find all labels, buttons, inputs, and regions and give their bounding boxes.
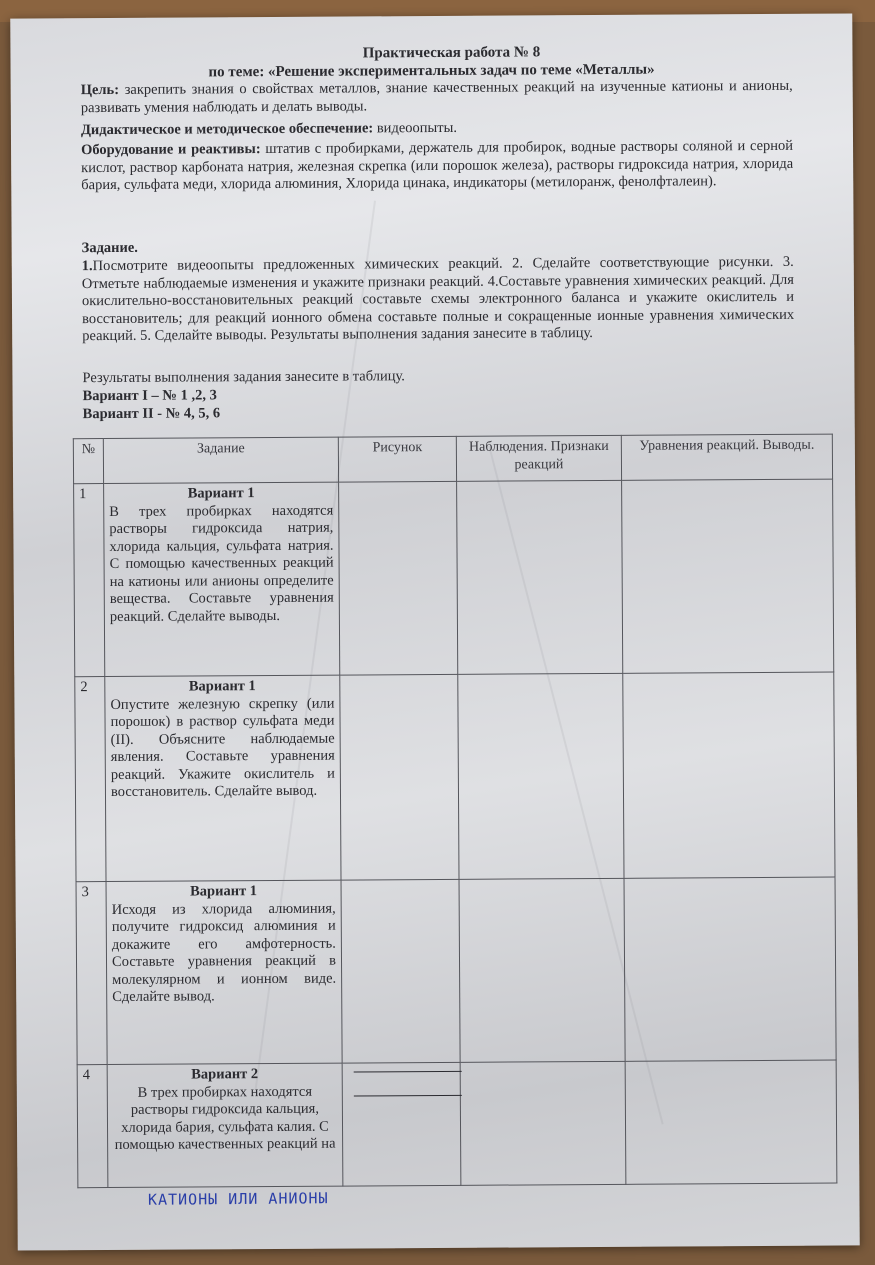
task-description: Исходя из хлорида алюминия, получите гидроксид алюминия и докажите его амфотерность. Составьте уравнения реакций в молекулярном и ионном виде. Сделайте вывод.	[111, 900, 337, 1005]
worksheet-topic: по теме: «Решение экспериментальных задач по теме «Металлы»	[208, 61, 655, 81]
variant-label: Вариант 2	[191, 1066, 259, 1083]
equations-cell[interactable]	[625, 1060, 837, 1184]
observations-cell[interactable]	[458, 673, 624, 879]
task-cell	[107, 1063, 343, 1187]
didactic-label: Дидактическое и методическое обеспечение:	[80, 120, 374, 139]
worksheet-paper	[10, 13, 860, 1250]
pen-lines	[348, 1065, 455, 1126]
drawing-cell[interactable]	[340, 674, 459, 880]
goal-text: закрепить знания о свойствах металлов, знание качественных реакций на изученные катионы и анионы, развивать умения наблюдать и делать выводы.	[80, 77, 793, 116]
table-row	[74, 479, 834, 677]
header-drawing: Рисунок	[338, 436, 456, 482]
row-number: 2	[75, 677, 106, 882]
table-row	[76, 877, 836, 1065]
pen-stroke	[354, 1095, 462, 1097]
results-instruction: Результаты выполнения задания занесите в таблицу.	[82, 368, 405, 387]
results-table	[73, 434, 838, 1189]
worksheet-title: Практическая работа № 8	[362, 44, 541, 62]
header-number: №	[73, 439, 103, 484]
task-heading: Задание.	[81, 239, 138, 257]
observations-cell[interactable]	[457, 480, 623, 674]
row-number: 1	[74, 484, 105, 677]
task-description: В трех пробирках находятся растворы гидроксида кальция, хлорида бария, сульфата калия. С помощью качественных реакций на	[114, 1083, 336, 1153]
equipment-paragraph	[81, 138, 793, 195]
observations-cell[interactable]	[460, 1061, 626, 1185]
variant-2-assignment: Вариант II - № 4, 5, 6	[82, 405, 221, 423]
equations-cell[interactable]	[622, 479, 834, 673]
table-row	[75, 672, 835, 882]
handwritten-note: КАТИОНЫ ИЛИ АНИОНЫ	[147, 1189, 329, 1209]
header-task: Задание	[103, 437, 338, 483]
table-row	[77, 1060, 837, 1188]
task-description: Опустите железную скрепку (или порошок) в раствор сульфата меди (II). Объясните наблюдаемые явления. Составьте уравнения реакций. Укажите окислитель и восстановитель. Сделайте вывод.	[110, 695, 335, 800]
task-text: Посмотрите видеоопыты предложенных химических реакций. 2. Сделайте соответствующие рисунки. 3. Отметьте наблюдаемые изменения и укажите признаки реакций. 4.Составьте уравнения химических реакций. Для окислительно-восстановительных реакций составьте схемы электронного баланса и укажите окислитель и восстановитель; для реакций ионного обмена составьте полные и сокращенные ионные уравнения химических реакций. 5. Сделайте выводы. Результаты выполнения задания занесите в таблицу.	[81, 253, 795, 345]
didactic-paragraph	[81, 118, 793, 140]
equipment-text: штатив с пробирками, держатель для пробирок, водные растворы соляной и серной кислот, раствор карбоната натрия, железная скрепка (или порошок железа), растворы гидроксида натрия, хлорида бария, сульфата меди, хлорида алюминия, Хлорида цинака, индикаторы (метилоранж, фенолфталеин).	[81, 137, 794, 194]
task-cell	[104, 482, 340, 676]
variant-1-assignment: Вариант I – № 1 ,2, 3	[82, 387, 217, 405]
task-cell	[106, 880, 342, 1064]
variant-label: Вариант 1	[187, 485, 255, 502]
pen-stroke	[354, 1071, 462, 1073]
drawing-cell[interactable]	[342, 1062, 461, 1186]
task-description: В трех пробирках находятся растворы гидроксида натрия, хлорида кальция, сульфата натрия. С помощью качественных реакций на катионы или анионы определите вещества. Составьте уравнения реакций. Сделайте выводы.	[109, 502, 334, 625]
goal-paragraph	[81, 78, 793, 117]
observations-cell[interactable]	[459, 878, 625, 1062]
drawing-cell[interactable]	[339, 481, 458, 675]
row-number: 3	[76, 882, 107, 1065]
row-number: 4	[77, 1065, 108, 1188]
goal-label: Цель:	[80, 81, 120, 99]
table-header-row	[73, 434, 832, 484]
header-observations: Наблюдения. Признаки реакций	[456, 435, 621, 481]
didactic-text: видеоопыты.	[373, 119, 458, 137]
task-cell	[105, 675, 341, 881]
task-number: 1.	[81, 258, 93, 275]
equipment-label: Оборудование и реактивы:	[81, 141, 261, 159]
drawing-cell[interactable]	[341, 879, 460, 1063]
task-paragraph	[82, 254, 795, 346]
variant-label: Вариант 1	[190, 883, 258, 900]
equations-cell[interactable]	[624, 877, 836, 1061]
equations-cell[interactable]	[623, 672, 835, 878]
variant-label: Вариант 1	[188, 678, 256, 695]
header-equations: Уравнения реакций. Выводы.	[621, 434, 832, 480]
